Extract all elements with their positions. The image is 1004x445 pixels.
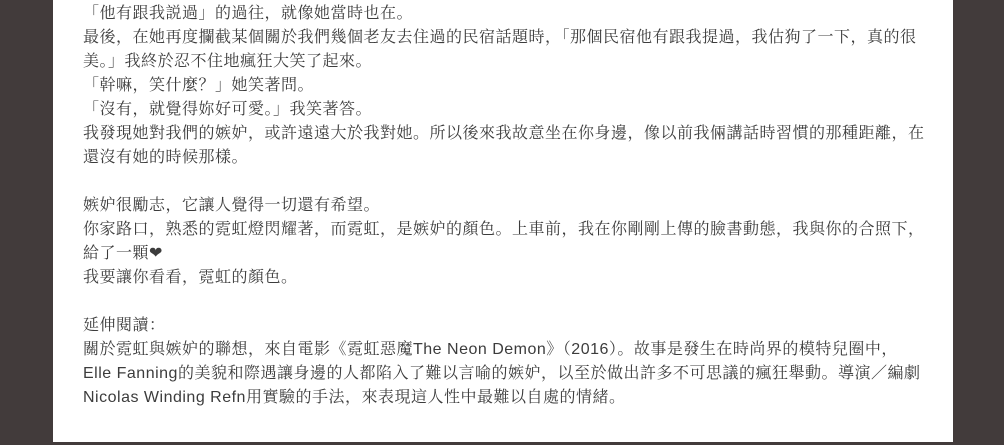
text-line: 「幹嘛，笑什麼？」她笑著問。 [83, 77, 315, 94]
text-line: Elle Fanning的美貌和際遇讓身邊的人都陷入了難以言喻的嫉妒，以至於做出許多不可思議的瘋狂舉動。導演／編劇 [83, 365, 921, 382]
text-line: 還沒有她的時候那樣。 [83, 149, 249, 166]
text-line: Nicolas Winding Refn用實驗的手法，來表現這人性中最難以自處的情緒。 [83, 389, 626, 406]
text-line: 美。」我終於忍不住地瘋狂大笑了起來。 [83, 53, 373, 70]
paragraph-jealousy [83, 194, 925, 290]
paragraph-spacer [83, 290, 925, 314]
text-line: 你家路口，熟悉的霓虹燈閃耀著，而霓虹，是嫉妒的顏色。上車前，我在你剛剛上傳的臉書動態，我與你的合照下， [83, 221, 925, 238]
text-line: 我發現她對我們的嫉妒，或許遠遠大於我對她。所以後來我故意坐在你身邊，像以前我倆講話時習慣的那種距離，在 [83, 125, 925, 142]
text-line: 最後，在她再度攔截某個關於我們幾個老友去住過的民宿話題時，「那個民宿他有跟我提過，我估狗了一下，真的很 [83, 29, 917, 46]
right-gutter [953, 0, 1004, 445]
text-line: 「沒有，就覺得妳好可愛。」我笑著答。 [83, 101, 373, 118]
paragraph-spacer [83, 170, 925, 194]
article-content [53, 0, 953, 442]
text-line: 關於霓虹與嫉妒的聯想，來自電影《霓虹惡魔The Neon Demon》（2016）。故事是發生在時尚界的模特兒圈中， [83, 341, 898, 358]
left-gutter [0, 0, 53, 445]
paragraph-further-reading [83, 314, 925, 410]
further-reading-heading: 延伸閱讀： [83, 317, 166, 334]
text-line: 「他有跟我説過」的過往，就像她當時也在。 [83, 5, 414, 22]
text-line: 嫉妒很勵志，它讓人覺得一切還有希望。 [83, 197, 381, 214]
text-line-with-heart-icon: 給了一顆❤ [83, 245, 163, 262]
paragraph-dialogue [83, 2, 925, 170]
text-line: 我要讓你看看，霓虹的顏色。 [83, 269, 298, 286]
